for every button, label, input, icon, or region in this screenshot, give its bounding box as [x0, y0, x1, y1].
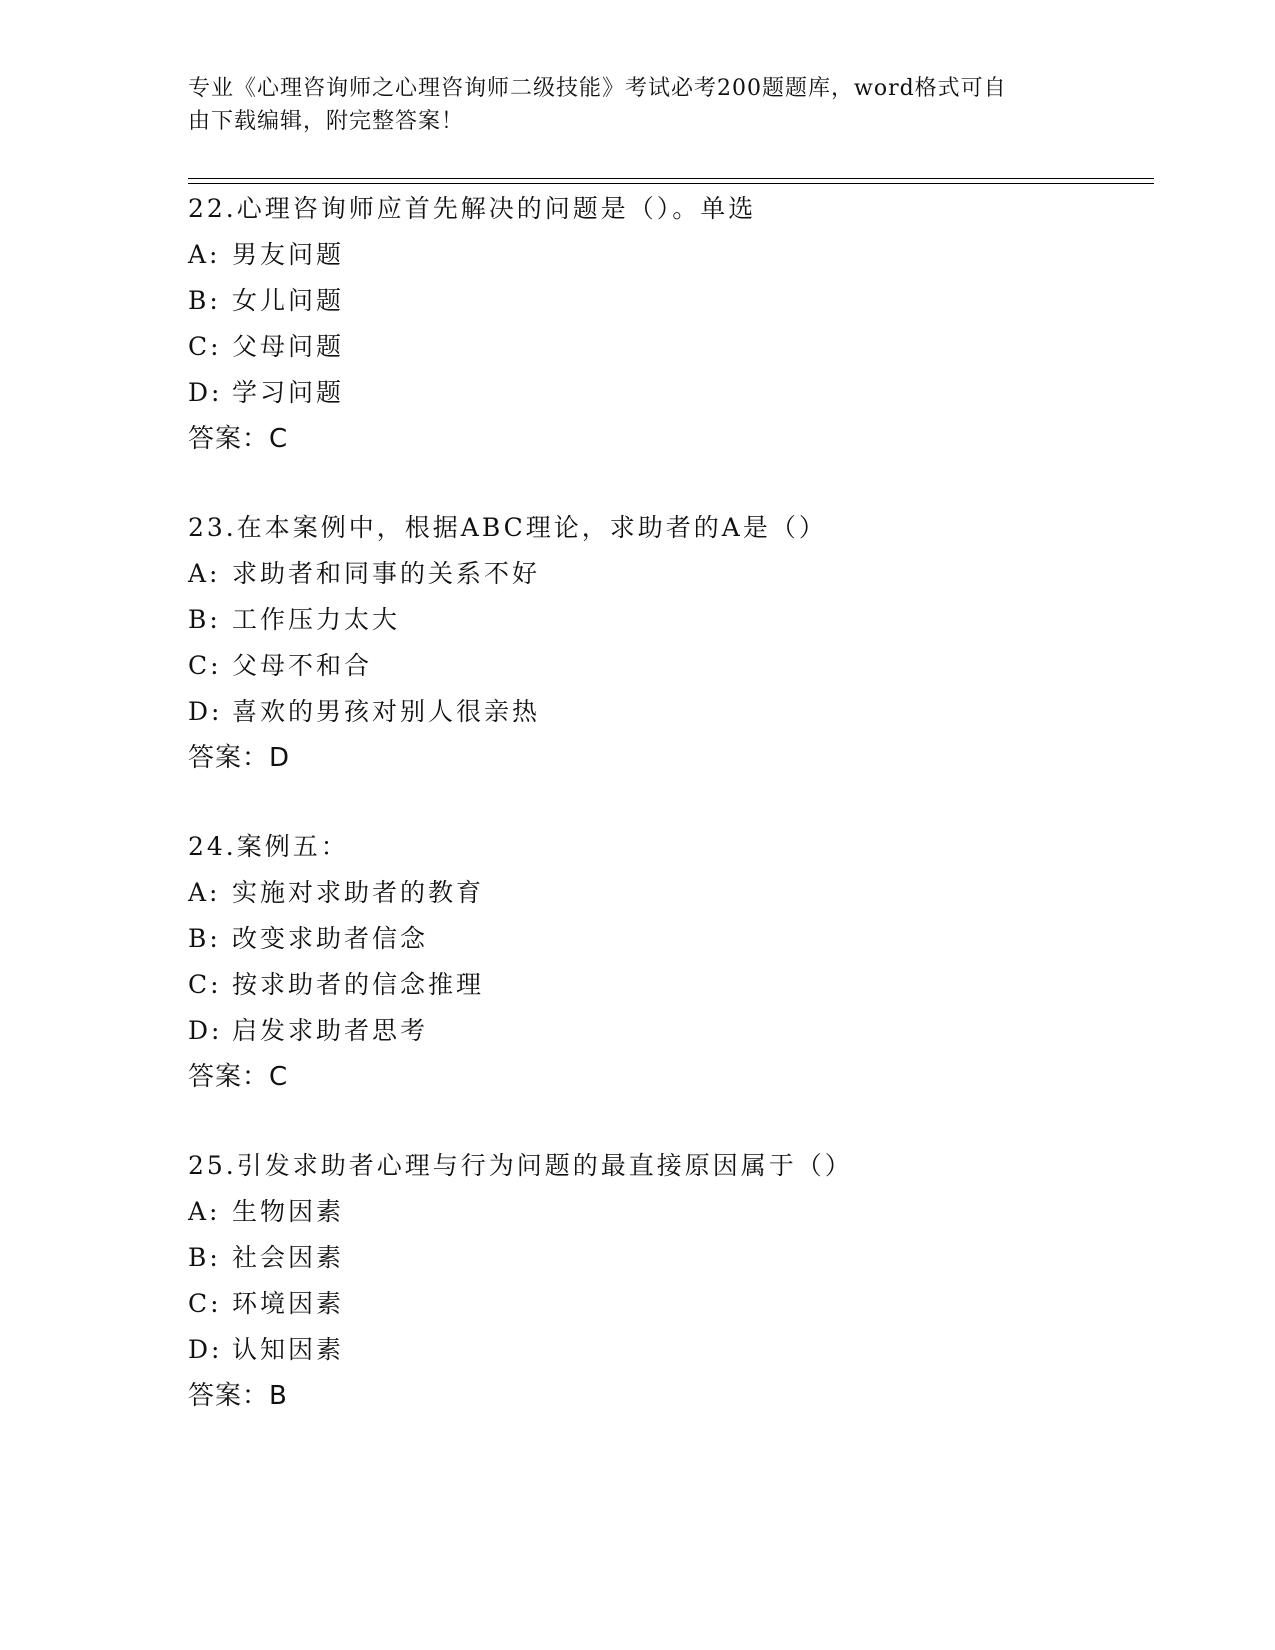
option-text: 学习问题 [232, 378, 345, 407]
option-d [188, 370, 1148, 416]
option-label: D: [188, 1016, 223, 1045]
option-c [188, 324, 1148, 370]
option-text: 生物因素 [232, 1197, 345, 1226]
question-25 [188, 1143, 1148, 1419]
option-label: C: [188, 1289, 222, 1318]
header-divider-top [188, 178, 1154, 179]
document-header [188, 72, 1088, 138]
option-label: C: [188, 332, 222, 361]
question-24 [188, 824, 1148, 1100]
option-text: 喜欢的男孩对别人很亲热 [232, 697, 541, 726]
answer-line: 答案：D [188, 743, 291, 773]
option-text: 工作压力太大 [232, 605, 401, 634]
question-stem: 24.案例五： [188, 832, 349, 861]
option-c [188, 1281, 1148, 1327]
option-b [188, 278, 1148, 324]
question-stem: 25.引发求助者心理与行为问题的最直接原因属于（） [188, 1151, 853, 1180]
header-divider-bottom [188, 183, 1154, 184]
option-text: 环境因素 [232, 1289, 345, 1318]
option-text: 启发求助者思考 [232, 1016, 429, 1045]
question-stem: 22.心理咨询师应首先解决的问题是（）。单选 [188, 194, 757, 223]
option-text: 社会因素 [232, 1243, 345, 1272]
option-a [188, 551, 1148, 597]
question-22 [188, 186, 1148, 462]
option-text: 父母问题 [232, 332, 345, 361]
option-label: A: [188, 559, 221, 588]
option-b [188, 597, 1148, 643]
option-a [188, 870, 1148, 916]
option-text: 男友问题 [232, 240, 345, 269]
option-label: C: [188, 970, 222, 999]
option-label: D: [188, 1335, 223, 1364]
header-line-2: 由下载编辑，附完整答案！ [188, 109, 465, 134]
option-text: 女儿问题 [232, 286, 345, 315]
option-text: 认知因素 [232, 1335, 345, 1364]
option-label: B: [188, 286, 221, 315]
option-d [188, 1327, 1148, 1373]
option-d [188, 1008, 1148, 1054]
option-label: D: [188, 697, 223, 726]
option-text: 求助者和同事的关系不好 [232, 559, 541, 588]
option-text: 改变求助者信念 [232, 924, 429, 953]
option-text: 按求助者的信念推理 [232, 970, 485, 999]
option-b [188, 916, 1148, 962]
answer-line: 答案：C [188, 424, 289, 454]
option-text: 实施对求助者的教育 [232, 878, 485, 907]
answer-line: 答案：B [188, 1381, 288, 1411]
option-a [188, 1189, 1148, 1235]
option-label: A: [188, 878, 221, 907]
option-label: B: [188, 1243, 221, 1272]
option-text: 父母不和合 [232, 651, 373, 680]
option-b [188, 1235, 1148, 1281]
answer-line: 答案：C [188, 1062, 289, 1092]
option-label: C: [188, 651, 222, 680]
question-23 [188, 505, 1148, 781]
question-stem: 23.在本案例中，根据ABC理论，求助者的A是（） [188, 513, 827, 542]
option-label: B: [188, 924, 221, 953]
option-label: D: [188, 378, 223, 407]
option-c [188, 643, 1148, 689]
option-d [188, 689, 1148, 735]
option-label: A: [188, 240, 221, 269]
option-a [188, 232, 1148, 278]
header-line-1: 专业《心理咨询师之心理咨询师二级技能》考试必考200题题库，word格式可自 [188, 76, 1007, 101]
option-label: B: [188, 605, 221, 634]
option-label: A: [188, 1197, 221, 1226]
option-c [188, 962, 1148, 1008]
